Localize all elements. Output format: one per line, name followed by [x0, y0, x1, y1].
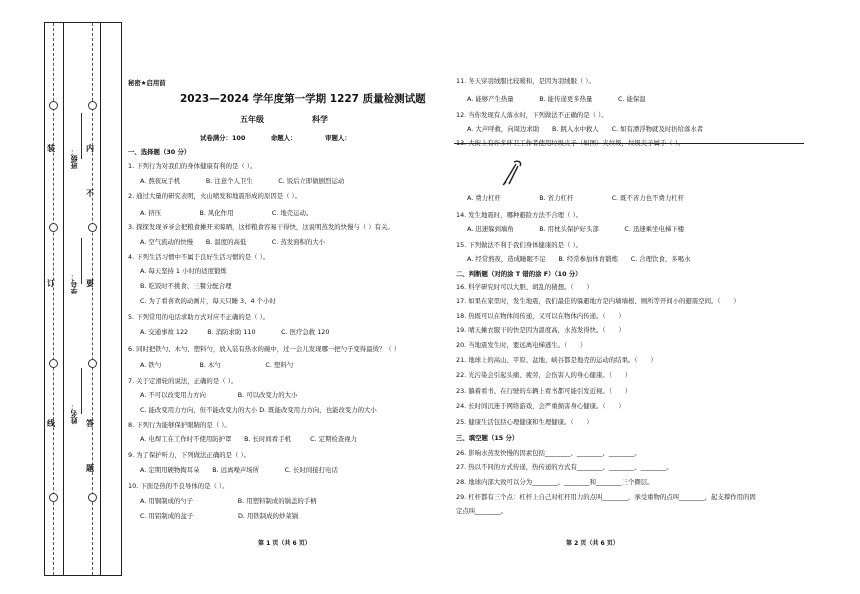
class-field	[81, 113, 82, 159]
answer-option: A. 熬夜玩手机 B. 注意个人卫生 C. 饭后立即做剧烈运动	[140, 177, 345, 185]
exam-meta: 试卷满分：100 命题人： 审题人：	[200, 134, 351, 142]
answer-option: A. 用铜制成的勺子 B. 用塑料制成的锅盖的手柄	[140, 497, 317, 505]
answer-option: A. 费力杠杆 B. 省力杠杆 C. 既不省力也不费力杠杆	[467, 194, 685, 202]
answer-option: B. 吃饭时不挑食、三餐分配合理	[140, 282, 232, 290]
binding-hole-icon	[49, 359, 58, 368]
binding-hole-icon	[49, 223, 58, 232]
question-text: 7. 关于定滑轮的说法，正确的是（ ）。	[128, 377, 238, 385]
student-number-field-label: 学号：	[70, 273, 78, 294]
question-text: 定点叫________。	[456, 507, 508, 515]
answer-option: A. 挤压 B. 风化作用 C. 地壳运动。	[140, 209, 313, 217]
question-text: 29. 杠杆都有三个点：杠杆上自己对杠杆用力的点叫________，承受重物的点叫________，起支撑作用的固	[456, 493, 756, 501]
student-number-field	[81, 238, 82, 284]
answer-option: A. 交通事故 122 B. 消防求助 110 C. 医疗急救 120	[140, 328, 330, 336]
question-text: 26. 影响水蒸发快慢的因素包括________、________、________。	[456, 449, 641, 457]
question-text: 14. 发生地震时，哪种避险方法不合理（ ）。	[456, 211, 583, 219]
question-text: 27. 热以不同的方式传递，热传递的方式有________、________、________。	[456, 463, 673, 471]
question-text: 4. 下列生活习惯中不属于良好生活习惯的是（ ）。	[128, 253, 270, 261]
answer-option: C. 能改变用力方向，但不能改变力的大小 D. 既能改变用力方向，也能改变力的大小	[140, 406, 377, 414]
section-heading: 一、选择题（30 分）	[128, 148, 191, 156]
question-text: 15. 下列做法不利于我们身体健康的是（ ）。	[456, 241, 583, 249]
strip-word: 题	[86, 464, 94, 473]
section-heading: 二、判断题（对的涂 T 错的涂 F）（10 分）	[456, 270, 582, 278]
question-text: 21. 地球上的高山、平原、盆地、峡谷都是地壳的运动的结果。（ ）	[456, 356, 657, 364]
strip-word: 装	[47, 144, 55, 153]
page-number-right: 第 2 页（共 6 页）	[566, 540, 619, 547]
answer-option: A. 不可以改变用力方向 B. 可以改变力的大小	[140, 391, 298, 399]
question-text: 1. 下列行为对我们的身体健康有利的是（ ）。	[128, 162, 257, 170]
strip-word: 不	[86, 189, 94, 198]
answer-option: A. 经常熬夜，造成睡眠不足 B. 经常参加体育锻炼 C. 合理饮食，多喝水	[467, 255, 691, 263]
answer-option: A. 每天坚持 1 小时的适度锻炼	[140, 267, 227, 275]
question-text: 28. 地球内部大致可以分为________、________和________三个圈层。	[456, 478, 654, 486]
question-text: 13. 大街上有许多环卫工作者使用垃圾夹子（如图）夹垃圾，垃圾夹子属于（ ）。	[456, 139, 685, 147]
question-text: 10. 下面是热的不良导体的是（ ）。	[128, 482, 229, 490]
garbage-tongs-icon	[500, 158, 528, 188]
strip-word: 内	[86, 144, 94, 153]
answer-option: C. 为了看喜欢的动画片，每天只睡 3、4 个小时	[140, 297, 276, 305]
binding-hole-icon	[49, 493, 58, 502]
question-text: 20. 当地震发生时，要远离电梯逃生。（ ）	[456, 341, 587, 349]
answer-option: A. 大声呼救，向周边求助 B. 跳入水中救人 C. 如有漂浮物就及时扔给落水者	[467, 125, 704, 133]
answer-option: A. 空气流动的快慢 B. 温度的高低 C. 蒸发面积的大小	[140, 238, 326, 246]
strip-word: 订	[47, 279, 55, 288]
question-text: 8. 下列行为能够保护眼睛的是（ ）。	[128, 421, 231, 429]
question-text: 12. 当你发现有人落水时，下列做法不正确的是（ ）。	[456, 111, 608, 119]
strip-line	[63, 23, 64, 575]
page-number-left: 第 1 页（共 6 页）	[258, 540, 311, 547]
subject-label: 科学	[312, 115, 328, 124]
confidential-badge: 秘密★启用前	[128, 79, 166, 87]
name-field	[81, 368, 82, 414]
binding-hole-icon	[88, 101, 97, 110]
question-text: 9. 为了保护听力，下列做法正确的是（ ）。	[128, 451, 250, 459]
question-text: 18. 热既可以在物体间传递，又可以在物体内传递。（ ）	[456, 312, 625, 320]
strip-word: 要	[86, 279, 94, 288]
question-text: 22. 光污染会引起头痛、疲劳，会伤害人的身心健康。（ ）	[456, 371, 632, 379]
binding-hole-icon	[49, 101, 58, 110]
answer-option: A. 迅速躲到墙角 B. 用枕头保护好头部 C. 迅速乘坐电梯下楼	[467, 225, 685, 233]
name-field-label: 姓名：	[70, 403, 78, 424]
answer-option: A. 铁勺 B. 木勺 C. 塑料勺	[140, 361, 294, 369]
question-text: 19. 晴天摊衣服干的快是因为温度高，水蒸发得快。（ ）	[456, 326, 625, 334]
exam-title: 2023—2024 学年度第一学期 1227 质量检测试题	[180, 93, 426, 105]
question-text: 3. 探探发现爷爷会把粮食摊开来晾晒，这样粮食容易干得快，这说明蒸发的快慢与（ ）有关。	[128, 223, 394, 231]
answer-option: A. 电焊工在工作时不使用防护罩 B. 长时间看手机 C. 定期检查视力	[140, 435, 358, 443]
binding-hole-icon	[88, 359, 97, 368]
answer-option: C. 用铝制成的盆子 D. 用铁制成的炒菜锅	[140, 512, 299, 520]
strip-line	[100, 23, 101, 575]
question-13-underline	[454, 143, 804, 144]
question-text: 24. 长时间沉迷于网络游戏，会严重损害身心健康。（ ）	[456, 402, 625, 410]
question-text: 2. 通过大量的研究表明，火山喷发和地震形成的原因是（ ）。	[128, 192, 302, 200]
question-text: 11. 冬天穿羽绒服比较暖和，是因为羽绒服（ ）。	[456, 77, 595, 85]
grade-label: 五年级	[240, 115, 264, 124]
binding-hole-icon	[88, 493, 97, 502]
strip-word: 答	[86, 419, 94, 428]
answer-option: A. 定期用硬物掏耳朵 B. 远离噪声场所 C. 长时间接打电话	[140, 466, 338, 474]
question-text: 5. 下列常用的电话求助方式对应不正确的是（ ）。	[128, 313, 270, 321]
binding-strip	[44, 22, 122, 576]
question-text: 23. 躺着看书、在行驶的车辆上看书都可能引发近视。（ ）	[456, 387, 632, 395]
question-text: 25. 健康生活包括心理健康和生理健康。（ ）	[456, 418, 593, 426]
strip-word: 线	[47, 419, 55, 428]
question-text: 6. 同时把铁勺、木勺、塑料勺，放入装有热水的碗中，过一会儿发现哪一把勺子变得最烫？（ ）	[128, 345, 401, 353]
question-text: 17. 如果在家里时，发生地震，我们最佳的躲避地方是内墙墙根、厕所等开间小的避震空间。（ ）	[456, 297, 740, 305]
answer-option: A. 能够产生热量 B. 能传递更多热量 C. 能保温	[467, 95, 646, 103]
binding-hole-icon	[88, 223, 97, 232]
class-field-label: 班级：	[70, 148, 78, 169]
question-text: 16. 科学研究时可以大胆、胡乱的猜想。（ ）	[456, 283, 593, 291]
section-heading: 三、填空题（15 分）	[456, 434, 519, 442]
